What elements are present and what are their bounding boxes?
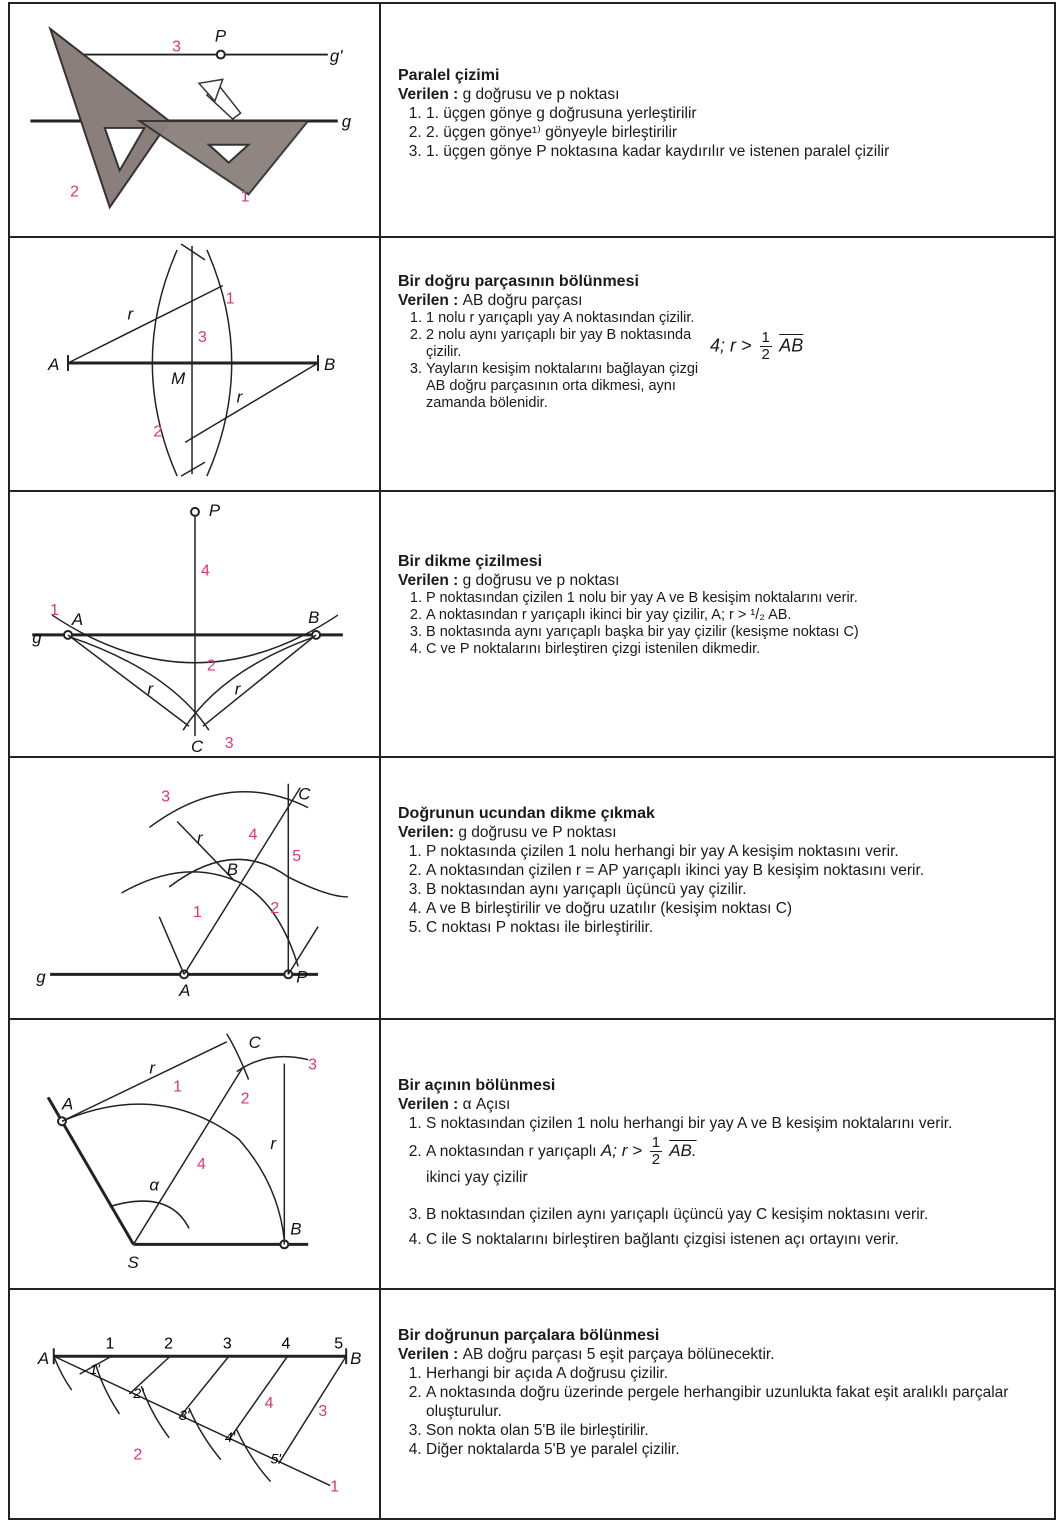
- label-p: P: [208, 500, 221, 520]
- label-a: A: [71, 609, 84, 629]
- section-title: Bir açının bölünmesi: [398, 1077, 556, 1094]
- given-label: Verilen :: [398, 1096, 459, 1113]
- step-item: 4. A ve B birleştirilir ve doğru uzatılır (kesişim noktası C): [426, 899, 1046, 918]
- step-number: 1: [225, 290, 235, 308]
- step-item: 2. A noktasından r yarıçaplı ikinci bir yay çizilir, A; r > ¹/₂ AB.: [426, 607, 896, 624]
- label-g: g: [36, 967, 46, 987]
- fraction-denominator: 2: [651, 1151, 661, 1168]
- given-value: g doğrusu ve p noktası: [462, 572, 620, 589]
- step-number: 4: [196, 1155, 206, 1173]
- step-item: 3. B noktasında aynı yarıçaplı başka bir yay çizilir (kesişme noktası C): [426, 624, 896, 641]
- figure-divide-segment: [10, 1290, 381, 1518]
- given-label: Verilen :: [398, 86, 459, 103]
- label-r: r: [196, 828, 203, 848]
- step-item-text: A noktasından r yarıçaplı: [426, 1142, 597, 1160]
- step-number: 1: [193, 903, 202, 921]
- steps-list: [398, 104, 1046, 161]
- given-value: g doğrusu ve P noktası: [458, 824, 617, 841]
- label-a: A: [37, 1349, 50, 1369]
- steps-list: [398, 310, 716, 412]
- given-line: [398, 823, 1046, 842]
- label-b: B: [323, 354, 336, 374]
- formula: [710, 330, 803, 363]
- label-r: r: [236, 387, 243, 407]
- label-c: C: [298, 784, 311, 804]
- fraction-numerator: 1: [651, 1134, 661, 1151]
- formula: [600, 1134, 697, 1168]
- step-item: 4. Diğer noktalarda 5'B ye paralel çizilir.: [426, 1440, 1026, 1459]
- step-number: 2: [153, 423, 163, 441]
- figure-bisect-segment: [10, 238, 381, 490]
- label-a: A: [48, 354, 60, 374]
- section-end-perpendicular: [10, 758, 1054, 1020]
- label-b: B: [350, 1349, 362, 1369]
- section-title: Bir doğrunun parçalara bölünmesi: [398, 1327, 660, 1344]
- label-b: B: [226, 860, 239, 880]
- step-item: 4. C ile S noktalarını birleştiren bağlantı çizgisi istenen açı ortayını verir.: [426, 1230, 1046, 1249]
- step-number: 1: [173, 1078, 183, 1096]
- given-line: [398, 85, 1046, 104]
- step-number: 2: [133, 1446, 143, 1464]
- step-number: 2: [70, 183, 79, 201]
- section-angle-bisect: [10, 1020, 1054, 1290]
- step-item: 5. C noktası P noktası ile birleştirilir.: [426, 918, 1046, 937]
- step-item: 1. 1. üçgen gönye g doğrusuna yerleştirilir: [426, 104, 1046, 123]
- fraction-denominator: 2: [761, 346, 770, 363]
- steps-list: [398, 590, 896, 658]
- tick-label: 5: [334, 1335, 344, 1353]
- given-label: Verilen:: [398, 824, 454, 841]
- step-item: 3. Yayların kesişim noktalarını bağlayan çizgi AB doğru parçasının orta dikmesi, aynı zamanda bölenidir.: [426, 361, 716, 412]
- step-item: 2. A noktasında doğru üzerinde pergele herhangibir uzunlukta fakat eşit aralıklı parçalar oluşturulur.: [426, 1383, 1026, 1421]
- step-number: 3: [172, 38, 182, 56]
- instructions: [398, 1076, 1046, 1249]
- step-item: 3. B noktasından aynı yarıçaplı üçüncü yay çizilir.: [426, 880, 1046, 899]
- label-a: A: [61, 1094, 74, 1114]
- figure-parallel: [10, 4, 381, 236]
- step-number: 5: [292, 848, 302, 866]
- division-label: 5': [270, 1450, 281, 1467]
- step-number: 2: [206, 657, 216, 675]
- step-number: 3: [308, 1056, 317, 1074]
- given-line: [398, 571, 1046, 590]
- given-value: α Açısı: [462, 1096, 511, 1113]
- step-item: 2. 2. üçgen gönye¹⁾ gönyeyle birleştirilir: [426, 123, 1046, 142]
- given-label: Verilen :: [398, 292, 459, 309]
- label-p: P: [214, 26, 227, 46]
- step-item: 3. B noktasından çizilen aynı yarıçaplı üçüncü yay C kesişim noktasını verir.: [426, 1205, 1046, 1224]
- step-item: 1. S noktasından çizilen 1 nolu herhangi bir yay A ve B kesişim noktalarını verir.: [426, 1114, 1026, 1133]
- tick-label: 3: [222, 1335, 232, 1353]
- step-number: 4: [200, 562, 210, 580]
- step-item: 1. 1 nolu r yarıçaplı yay A noktasından çizilir.: [426, 310, 716, 327]
- step-item: 3. Son nokta olan 5'B ile birleştirilir.: [426, 1421, 1026, 1440]
- construction-table: [8, 2, 1056, 1520]
- step-item: 2. A noktasından çizilen r = AP yarıçaplı ikinci yay B kesişim noktasını verir.: [426, 861, 1046, 880]
- given-value: g doğrusu ve p noktası: [462, 86, 620, 103]
- division-label: 1': [89, 1361, 100, 1378]
- division-label: 2': [133, 1385, 144, 1402]
- step-item-tail: ikinci yay çizilir: [426, 1169, 528, 1186]
- label-r: r: [147, 679, 153, 699]
- label-b: B: [308, 608, 320, 628]
- label-p: P: [296, 967, 308, 987]
- step-number: 2: [270, 899, 280, 917]
- step-number: 1: [330, 1478, 340, 1496]
- steps-list: [398, 1114, 1046, 1249]
- section-bisect-segment: [10, 238, 1054, 492]
- formula-lead: 4; r >: [710, 335, 752, 356]
- figure-end-perpendicular: [10, 758, 381, 1018]
- section-title: Doğrunun ucundan dikme çıkmak: [398, 805, 655, 822]
- tick-label: 1: [105, 1335, 115, 1353]
- label-c: C: [191, 737, 204, 756]
- given-line: [398, 1095, 1046, 1114]
- given-label: Verilen :: [398, 1346, 459, 1363]
- section-divide-segment: [10, 1290, 1054, 1518]
- instructions: [398, 804, 1046, 937]
- figure-perpendicular: [10, 492, 381, 756]
- given-line: [398, 1345, 1046, 1364]
- section-title: Bir doğru parçasının bölünmesi: [398, 273, 639, 290]
- segment-symbol: AB.: [669, 1140, 697, 1160]
- label-alpha: α: [149, 1175, 159, 1195]
- step-item: 1. P noktasından çizilen 1 nolu bir yay A ve B kesişim noktalarını verir.: [426, 590, 896, 607]
- step-number: 4: [264, 1394, 274, 1412]
- segment-symbol: $\overline{AB}$: [779, 335, 804, 356]
- steps-list: [398, 1364, 1026, 1459]
- section-parallel: [10, 4, 1054, 238]
- step-number: 4: [248, 826, 258, 844]
- step-number: 3: [161, 788, 171, 806]
- step-item: 1. Herhangi bir açıda A doğrusu çizilir.: [426, 1364, 1026, 1383]
- label-s: S: [127, 1253, 139, 1273]
- given-line: [398, 291, 1046, 310]
- step-item: [426, 1133, 1046, 1187]
- step-item: 1. P noktasında çizilen 1 nolu herhangi bir yay A kesişim noktasını verir.: [426, 842, 1046, 861]
- step-number: 3: [318, 1402, 328, 1420]
- instructions: [398, 66, 1046, 161]
- step-number: 2: [240, 1090, 250, 1108]
- label-r: r: [270, 1134, 277, 1154]
- instructions: [398, 552, 1046, 658]
- label-r: r: [127, 304, 134, 324]
- label-a: A: [179, 981, 191, 1001]
- step-number: 3: [197, 329, 207, 347]
- given-label: Verilen :: [398, 572, 459, 589]
- step-number: 1: [50, 602, 59, 620]
- label-b: B: [290, 1219, 302, 1239]
- section-title: Paralel çizimi: [398, 67, 500, 84]
- label-c: C: [248, 1032, 261, 1052]
- step-item: 2. 2 nolu aynı yarıçaplı bir yay B noktasında çizilir.: [426, 327, 716, 361]
- section-title: Bir dikme çizilmesi: [398, 553, 543, 570]
- label-g-prime: g': [329, 46, 343, 66]
- given-value: AB doğru parçası 5 eşit parçaya bölünecektir.: [462, 1346, 775, 1363]
- formula-lead: A; r >: [600, 1140, 643, 1160]
- steps-list: [398, 842, 1046, 937]
- tick-label: 4: [281, 1335, 291, 1353]
- label-g: g: [32, 627, 42, 647]
- section-perpendicular: [10, 492, 1054, 758]
- fraction: [760, 330, 772, 363]
- tick-label: 2: [164, 1335, 174, 1353]
- step-number: 3: [224, 735, 234, 753]
- division-label: 3': [179, 1406, 190, 1423]
- division-label: 4': [224, 1428, 236, 1445]
- step-item: 3. 1. üçgen gönye P noktasına kadar kaydırılır ve istenen paralel çizilir: [426, 142, 1046, 161]
- step-number: 1: [240, 188, 250, 206]
- label-r: r: [149, 1058, 155, 1078]
- fraction: [650, 1135, 662, 1168]
- step-item: 4. C ve P noktalarını birleştiren çizgi istenilen dikmedir.: [426, 641, 896, 658]
- fraction-numerator: 1: [761, 329, 770, 346]
- label-g: g: [341, 111, 352, 131]
- figure-angle-bisect: [10, 1020, 381, 1288]
- label-r: r: [234, 679, 241, 699]
- given-value: AB doğru parçası: [462, 292, 583, 309]
- label-m: M: [171, 368, 186, 388]
- instructions: [398, 1326, 1046, 1459]
